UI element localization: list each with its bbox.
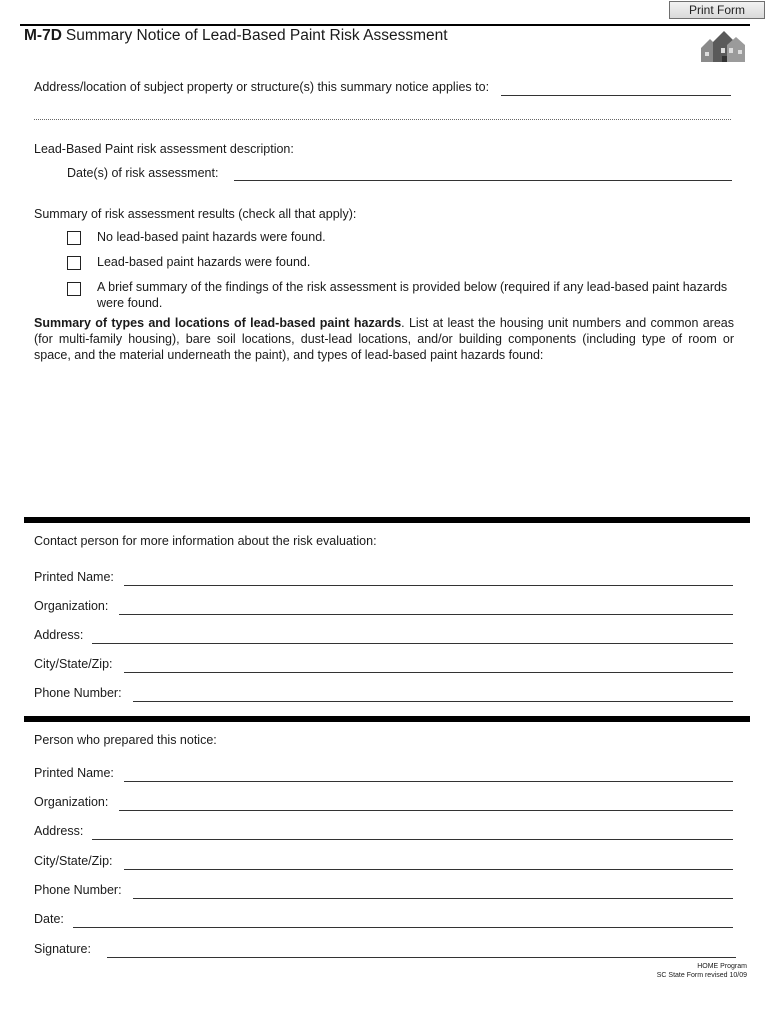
preparer-address-label: Address: bbox=[34, 824, 84, 838]
footer bbox=[657, 962, 747, 980]
print-form-button[interactable]: Print Form bbox=[669, 1, 765, 19]
preparer-date-line bbox=[73, 927, 733, 928]
preparer-date-label: Date: bbox=[34, 912, 64, 926]
address-line bbox=[501, 95, 731, 96]
preparer-phone-line bbox=[133, 898, 733, 899]
address-input[interactable] bbox=[503, 80, 729, 94]
preparer-address-line bbox=[92, 839, 733, 840]
form-code: M-7D bbox=[24, 27, 62, 44]
summary-textarea[interactable] bbox=[34, 365, 738, 514]
preparer-signature-input[interactable] bbox=[109, 942, 734, 956]
hazards-found-label: Lead-based paint hazards were found. bbox=[97, 255, 311, 269]
preparer-address-input[interactable] bbox=[94, 824, 731, 838]
contact-heading: Contact person for more information about the risk evaluation: bbox=[34, 534, 377, 548]
preparer-org-line bbox=[119, 810, 733, 811]
contact-city-input[interactable] bbox=[126, 657, 731, 671]
preparer-signature-label: Signature: bbox=[34, 942, 91, 956]
summary-bold-heading: Summary of types and locations of lead-based paint hazards bbox=[34, 316, 402, 330]
description-heading: Lead-Based Paint risk assessment description: bbox=[34, 142, 294, 156]
contact-address-line bbox=[92, 643, 733, 644]
contact-phone-line bbox=[133, 701, 733, 702]
preparer-name-input[interactable] bbox=[126, 766, 731, 780]
houses-logo-icon bbox=[697, 28, 747, 64]
summary-provided-checkbox[interactable] bbox=[67, 282, 81, 296]
summary-provided-label: A brief summary of the findings of the risk assessment is provided below (required if any lead-based paint hazards were found. bbox=[97, 280, 728, 310]
section-divider-2 bbox=[24, 716, 750, 722]
contact-name-line bbox=[124, 585, 733, 586]
address-line-2 bbox=[34, 119, 731, 120]
footer-revision: SC State Form revised 10/09 bbox=[656, 972, 747, 979]
form-title-text: Summary Notice of Lead-Based Paint Risk Assessment bbox=[65, 27, 448, 44]
contact-name-label: Printed Name: bbox=[34, 570, 114, 584]
header-rule bbox=[20, 24, 750, 26]
contact-org-input[interactable] bbox=[121, 599, 731, 613]
address-prompt: Address/location of subject property or structure(s) this summary notice applies to: bbox=[34, 80, 490, 94]
preparer-name-line bbox=[124, 781, 733, 782]
preparer-name-label: Printed Name: bbox=[34, 766, 114, 780]
contact-org-label: Organization: bbox=[34, 599, 109, 613]
address-input-2[interactable] bbox=[36, 104, 729, 118]
summary-instructions bbox=[34, 315, 734, 363]
dates-line bbox=[234, 180, 732, 181]
dates-input[interactable] bbox=[236, 165, 730, 179]
contact-address-label: Address: bbox=[34, 628, 84, 642]
no-hazards-label: No lead-based paint hazards were found. bbox=[97, 230, 326, 244]
preparer-heading: Person who prepared this notice: bbox=[34, 733, 217, 747]
contact-address-input[interactable] bbox=[94, 628, 731, 642]
contact-phone-input[interactable] bbox=[135, 686, 731, 700]
preparer-phone-input[interactable] bbox=[135, 883, 731, 897]
contact-city-line bbox=[124, 672, 733, 673]
form-title bbox=[24, 27, 448, 45]
preparer-city-input[interactable] bbox=[126, 854, 731, 868]
preparer-city-line bbox=[124, 869, 733, 870]
results-heading: Summary of risk assessment results (check all that apply): bbox=[34, 207, 357, 221]
dates-label: Date(s) of risk assessment: bbox=[67, 166, 219, 180]
no-hazards-checkbox[interactable] bbox=[67, 231, 81, 245]
preparer-org-input[interactable] bbox=[121, 795, 731, 809]
preparer-phone-label: Phone Number: bbox=[34, 883, 122, 897]
preparer-date-input[interactable] bbox=[75, 912, 731, 926]
preparer-signature-line bbox=[107, 957, 736, 958]
summary-text: . List at least the housing unit numbers and common areas (for multi-family housing), bare soil locations, dust-lead locations, and/or building components (including type of room or space, and the material underneath the paint), and types of lead-based paint hazards found: bbox=[34, 316, 734, 362]
preparer-city-label: City/State/Zip: bbox=[34, 854, 113, 868]
contact-city-label: City/State/Zip: bbox=[34, 657, 113, 671]
preparer-org-label: Organization: bbox=[34, 795, 109, 809]
contact-org-line bbox=[119, 614, 733, 615]
section-divider-1 bbox=[24, 517, 750, 523]
footer-program: HOME Program bbox=[697, 963, 747, 970]
contact-name-input[interactable] bbox=[126, 570, 731, 584]
contact-phone-label: Phone Number: bbox=[34, 686, 122, 700]
hazards-found-checkbox[interactable] bbox=[67, 256, 81, 270]
